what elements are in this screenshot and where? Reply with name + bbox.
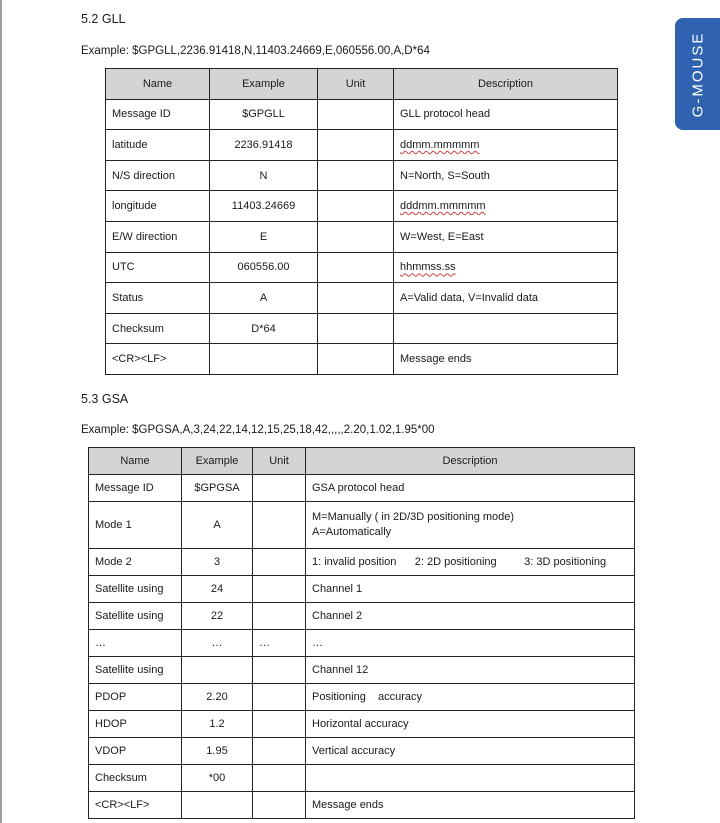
table-row — [89, 630, 635, 657]
cell-example: D*64 — [210, 313, 318, 344]
description-text: ddmm.mmmmm — [400, 138, 480, 151]
table-row — [89, 657, 635, 684]
cell-example — [182, 657, 253, 684]
cell-unit — [253, 657, 306, 684]
cell-description: Message ends — [394, 344, 618, 375]
cell-name: VDOP — [89, 738, 182, 765]
cell-unit — [318, 99, 394, 130]
header-unit: Unit — [318, 69, 394, 100]
cell-example: 060556.00 — [210, 252, 318, 283]
cell-unit — [318, 130, 394, 161]
cell-example — [182, 792, 253, 819]
cell-unit — [318, 160, 394, 191]
cell-example: 24 — [182, 576, 253, 603]
cell-example: 22 — [182, 603, 253, 630]
side-tab — [675, 18, 720, 130]
cell-name: Satellite using — [89, 576, 182, 603]
table-header-row — [89, 448, 635, 475]
cell-description: Vertical accuracy — [306, 738, 635, 765]
table-row — [89, 576, 635, 603]
cell-unit — [253, 502, 306, 549]
gll-table — [105, 68, 618, 375]
cell-unit — [318, 221, 394, 252]
cell-unit — [253, 475, 306, 502]
cell-description: Channel 1 — [306, 576, 635, 603]
cell-description — [394, 191, 618, 222]
table-row — [106, 283, 618, 314]
table-row — [89, 738, 635, 765]
cell-unit — [318, 283, 394, 314]
page-left-border — [0, 0, 2, 823]
cell-unit — [253, 711, 306, 738]
cell-unit — [318, 191, 394, 222]
cell-name: Status — [106, 283, 210, 314]
cell-unit — [253, 738, 306, 765]
table-row — [106, 130, 618, 161]
cell-example: … — [182, 630, 253, 657]
cell-name: Checksum — [89, 765, 182, 792]
header-name: Name — [106, 69, 210, 100]
cell-example: 1.2 — [182, 711, 253, 738]
cell-description: Positioning accuracy — [306, 684, 635, 711]
cell-example: A — [182, 502, 253, 549]
cell-description: Channel 2 — [306, 603, 635, 630]
table-row — [89, 603, 635, 630]
cell-description: M=Manually ( in 2D/3D positioning mode) A=Automatically — [306, 502, 635, 549]
cell-example: 1.95 — [182, 738, 253, 765]
cell-unit: … — [253, 630, 306, 657]
cell-name: Satellite using — [89, 603, 182, 630]
cell-example: *00 — [182, 765, 253, 792]
cell-example: 11403.24669 — [210, 191, 318, 222]
cell-example: 3 — [182, 549, 253, 576]
cell-example: $GPGSA — [182, 475, 253, 502]
table-row — [106, 252, 618, 283]
cell-description — [394, 130, 618, 161]
section-heading-gll: 5.2 GLL — [81, 12, 126, 26]
cell-unit — [318, 252, 394, 283]
cell-description: A=Valid data, V=Invalid data — [394, 283, 618, 314]
cell-name: Message ID — [106, 99, 210, 130]
example-gll: Example: $GPGLL,2236.91418,N,11403.24669,E,060556.00,A,D*64 — [81, 45, 430, 57]
table-row — [89, 792, 635, 819]
cell-name: E/W direction — [106, 221, 210, 252]
cell-example: 2.20 — [182, 684, 253, 711]
cell-description: GLL protocol head — [394, 99, 618, 130]
cell-description: GSA protocol head — [306, 475, 635, 502]
cell-unit — [253, 765, 306, 792]
cell-description: … — [306, 630, 635, 657]
header-description: Description — [394, 69, 618, 100]
table-row — [89, 502, 635, 549]
header-unit: Unit — [253, 448, 306, 475]
cell-example: N — [210, 160, 318, 191]
table-row — [89, 765, 635, 792]
cell-name: HDOP — [89, 711, 182, 738]
table-row — [106, 191, 618, 222]
header-example: Example — [210, 69, 318, 100]
table-row — [106, 160, 618, 191]
cell-description: Message ends — [306, 792, 635, 819]
description-text: dddmm.mmmmm — [400, 200, 486, 213]
cell-unit — [253, 792, 306, 819]
cell-example: A — [210, 283, 318, 314]
table-header-row — [106, 69, 618, 100]
cell-name: Mode 2 — [89, 549, 182, 576]
cell-name: <CR><LF> — [106, 344, 210, 375]
cell-name: UTC — [106, 252, 210, 283]
table-row — [89, 549, 635, 576]
cell-description — [306, 765, 635, 792]
cell-example: 2236.91418 — [210, 130, 318, 161]
gsa-table — [88, 447, 635, 819]
table-row — [89, 475, 635, 502]
cell-name: Checksum — [106, 313, 210, 344]
cell-description: W=West, E=East — [394, 221, 618, 252]
table-row — [89, 711, 635, 738]
table-row — [106, 221, 618, 252]
cell-name: … — [89, 630, 182, 657]
cell-name: Message ID — [89, 475, 182, 502]
cell-name: Mode 1 — [89, 502, 182, 549]
cell-unit — [253, 549, 306, 576]
cell-name: N/S direction — [106, 160, 210, 191]
cell-unit — [253, 684, 306, 711]
header-name: Name — [89, 448, 182, 475]
cell-name: longitude — [106, 191, 210, 222]
table-row — [106, 99, 618, 130]
side-tab-label: G-MOUSE — [689, 31, 707, 117]
cell-description: Channel 12 — [306, 657, 635, 684]
cell-description — [394, 313, 618, 344]
table-row — [89, 684, 635, 711]
table-row — [106, 313, 618, 344]
cell-name: Satellite using — [89, 657, 182, 684]
header-example: Example — [182, 448, 253, 475]
cell-unit — [318, 344, 394, 375]
cell-name: PDOP — [89, 684, 182, 711]
cell-unit — [253, 576, 306, 603]
table-row — [106, 344, 618, 375]
section-heading-gsa: 5.3 GSA — [81, 392, 129, 406]
description-text: hhmmss.ss — [400, 261, 456, 274]
header-description: Description — [306, 448, 635, 475]
cell-description — [394, 252, 618, 283]
cell-example: E — [210, 221, 318, 252]
cell-unit — [318, 313, 394, 344]
cell-name: <CR><LF> — [89, 792, 182, 819]
cell-description: 1: invalid position 2: 2D positioning 3: 3D positioning — [306, 549, 635, 576]
cell-unit — [253, 603, 306, 630]
cell-description: N=North, S=South — [394, 160, 618, 191]
example-gsa: Example: $GPGSA,A,3,24,22,14,12,15,25,18,42,,,,,2.20,1.02,1.95*00 — [81, 424, 435, 436]
cell-description: Horizontal accuracy — [306, 711, 635, 738]
cell-example: $GPGLL — [210, 99, 318, 130]
cell-name: latitude — [106, 130, 210, 161]
cell-example — [210, 344, 318, 375]
